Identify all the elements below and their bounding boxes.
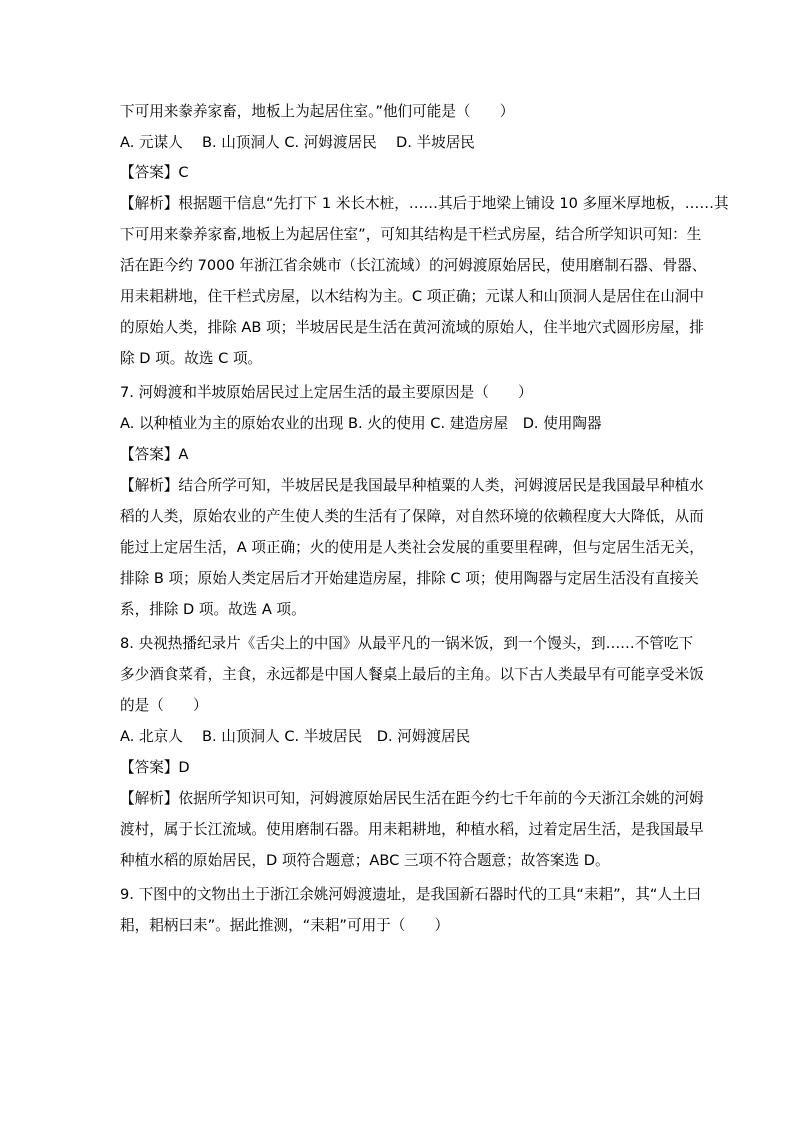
explanation-6-line: 活在距今约 7000 年浙江省余姚市（长江流域）的河姆渡原始居民，使用磨制石器、骨器、 bbox=[120, 257, 707, 274]
explanation-7-line: 【解析】结合所学可知，半坡居民是我国最早种植粟的人类，河姆渡居民是我国最早种植水 bbox=[120, 477, 704, 494]
explanation-6-line: 【解析】根据题干信息“先打下 1 米长木桩，……其后于地梁上铺设 10 多厘米厚地板，……其 bbox=[120, 195, 729, 212]
explanation-7-line: 稻的人类，原始农业的产生使人类的生活有了保障，对自然环境的依赖程度大大降低，从而 bbox=[120, 508, 704, 525]
answer-6: 【答案】C bbox=[120, 164, 189, 181]
question-7-stem: 7. 河姆渡和半坡原始居民过上定居生活的最主要原因是（ ） bbox=[120, 384, 533, 401]
question-8-options: A. 北京人 B. 山顶洞人 C. 半坡居民 D. 河姆渡居民 bbox=[120, 728, 471, 745]
question-8-stem: 多少酒食菜肴，主食，永远都是中国人餐桌上最后的主角。以下古人类最早有可能享受米饭 bbox=[120, 666, 704, 683]
explanation-7-line: 能过上定居生活，A 项正确；火的使用是人类社会发展的重要里程碑，但与定居生活无关， bbox=[120, 539, 704, 556]
question-8-stem: 的是（ ） bbox=[120, 697, 208, 714]
explanation-6-line: 用耒耜耕地，住干栏式房屋，以木结构为主。C 项正确；元谋人和山顶洞人是居住在山洞中 bbox=[120, 288, 704, 305]
explanation-8-line: 种植水稻的原始居民，D 项符合题意；ABC 三项不符合题意；故答案选 D。 bbox=[120, 852, 610, 869]
explanation-7-line: 排除 B 项；原始人类定居后才开始建造房屋，排除 C 项；使用陶器与定居生活没有直接关 bbox=[120, 570, 699, 587]
explanation-8-line: 【解析】依据所学知识可知，河姆渡原始居民生活在距今约七千年前的今天浙江余姚的河姆 bbox=[120, 790, 704, 807]
explanation-7-line: 系，排除 D 项。故选 A 项。 bbox=[120, 601, 306, 618]
question-7-options: A. 以种植业为主的原始农业的出现 B. 火的使用 C. 建造房屋 D. 使用陶器 bbox=[120, 415, 602, 432]
explanation-6-line: 的原始人类，排除 AB 项；半坡居民是生活在黄河流域的原始人，住半地穴式圆形房屋，排 bbox=[120, 319, 704, 336]
question-9-stem: 9. 下图中的文物出土于浙江余姚河姆渡遗址，是我国新石器时代的工具“耒耜”，其“人土曰 bbox=[120, 886, 702, 903]
question-6-options: A. 元谋人 B. 山顶洞人 C. 河姆渡居民 D. 半坡居民 bbox=[120, 134, 475, 151]
explanation-8-line: 渡村，属于长江流域。使用磨制石器。用耒耜耕地，种植水稻，过着定居生活，是我国最早 bbox=[120, 821, 704, 838]
answer-7: 【答案】A bbox=[120, 446, 189, 463]
text-line: 下可用来豢养家畜，地板上为起居住室。”他们可能是（ ） bbox=[120, 103, 515, 120]
answer-8: 【答案】D bbox=[120, 759, 190, 776]
explanation-6-line: 下可用来豢养家畜,地板上为起居住室”，可知其结构是干栏式房屋，结合所学知识可知：生 bbox=[120, 226, 702, 243]
explanation-6-line: 除 D 项。故选 C 项。 bbox=[120, 350, 263, 367]
question-8-stem: 8. 央视热播纪录片《舌尖上的中国》从最平凡的一锅米饭，到一个馒头，到……不管吃下 bbox=[120, 635, 694, 652]
question-9-stem: 耜，耜柄曰耒”。据此推测，“耒耜”可用于（ ） bbox=[120, 917, 450, 934]
